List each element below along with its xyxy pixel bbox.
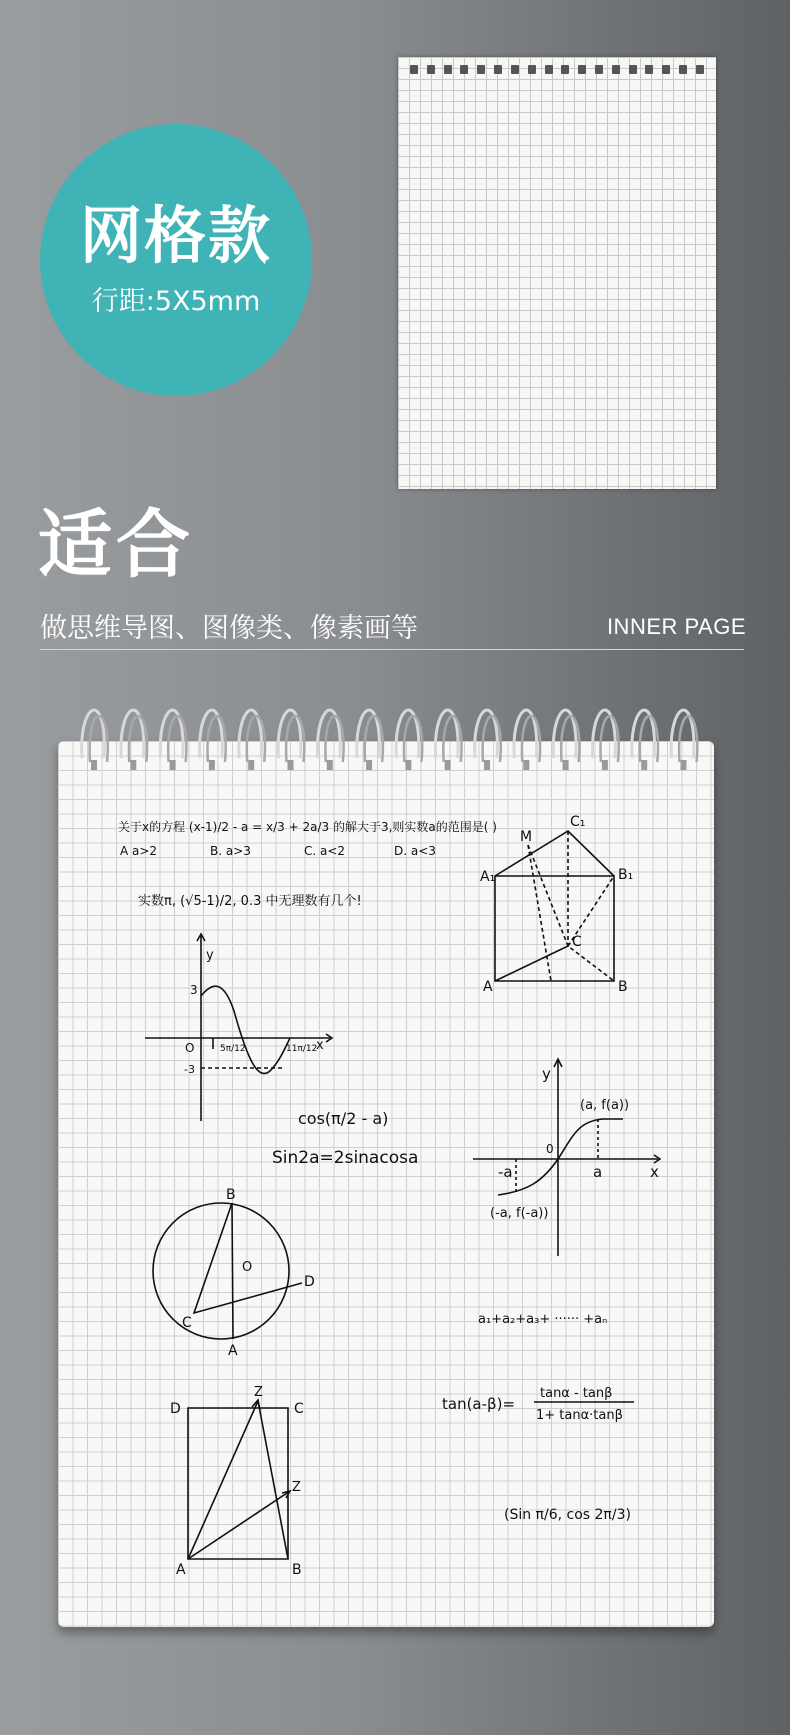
suitable-heading: 适合 [38,502,194,588]
label-m: M [520,829,533,845]
grid-notepad-preview [398,57,716,489]
rect-label-c: C [294,1401,304,1417]
option-d: D. a<3 [394,844,436,858]
circle-label-c: C [182,1315,192,1331]
odd-point-2: (-a, f(-a)) [490,1206,549,1221]
label-b: B [618,979,628,995]
option-b: B. a>3 [210,844,251,858]
badge-line-spacing: 行距:5X5mm [91,285,261,317]
tan-formula [442,1386,634,1423]
inner-page-label: INNER PAGE [606,614,746,639]
rect-label-z2: Z [292,1480,301,1495]
handwritten-math-notes [58,741,714,1627]
odd-a-label: a [593,1163,603,1181]
sine-x-label: x [316,1038,324,1053]
odd-neg-a-label: -a [498,1163,513,1181]
circle-diagram [153,1187,315,1359]
odd-origin-label: 0 [546,1142,554,1156]
badge-title: 网格款 [79,199,272,273]
rect-label-z1: Z [254,1385,263,1400]
circle-label-b: B [226,1187,236,1203]
sine-tick-1: 5π/12 [220,1044,246,1054]
question-one: 关于x的方程 (x-1)/2 - a = x/3 + 2a/3 的解大于3,则实数a的范围是( ) [118,820,497,834]
sine-y-label: y [206,948,214,963]
label-c: C [572,934,582,950]
odd-point-1: (a, f(a)) [580,1098,630,1113]
tan-denominator: 1+ tanα·tanβ [536,1408,623,1423]
odd-y-label: y [542,1065,551,1083]
option-c: C. a<2 [304,844,346,858]
binding-holes [410,65,704,75]
tan-numerator: tanα - tanβ [540,1386,613,1401]
label-a: A [483,979,493,995]
tan-left: tan(a-β)= [442,1395,516,1413]
sine-max-label: 3 [190,983,198,997]
rectangle-vector-diagram [170,1385,304,1578]
odd-x-label: x [650,1163,659,1181]
sine-min-label: -3 [184,1063,195,1076]
formula-sin2a: Sin2a=2sinacosa [272,1148,419,1168]
label-b1: B₁ [618,867,634,883]
formula-cos: cos(π/2 - a) [298,1109,389,1128]
option-a: A a>2 [120,844,158,858]
circle-label-d: D [304,1274,315,1290]
rect-label-b: B [292,1562,302,1578]
circle-label-o: O [242,1260,253,1275]
sine-tick-2: 11π/12 [286,1044,318,1054]
heading-divider [40,649,744,650]
question-two: 实数π, (√5-1)/2, 0.3 中无理数有几个! [138,894,362,909]
point-pair: (Sin π/6, cos 2π/3) [504,1507,631,1523]
sine-origin-label: O [185,1041,195,1055]
odd-function-graph [473,1059,660,1256]
circle-label-a: A [228,1343,238,1359]
sine-graph [145,934,332,1121]
series-sum: a₁+a₂+a₃+ ······ +aₙ [478,1312,608,1327]
grid-style-badge [40,124,312,396]
label-a1: A₁ [480,869,496,885]
rect-label-d: D [170,1401,181,1417]
suitable-description: 做思维导图、图像类、像素画等 [40,613,418,644]
label-c1: C₁ [570,814,586,830]
rect-label-a: A [176,1562,186,1578]
prism-diagram [480,814,633,995]
